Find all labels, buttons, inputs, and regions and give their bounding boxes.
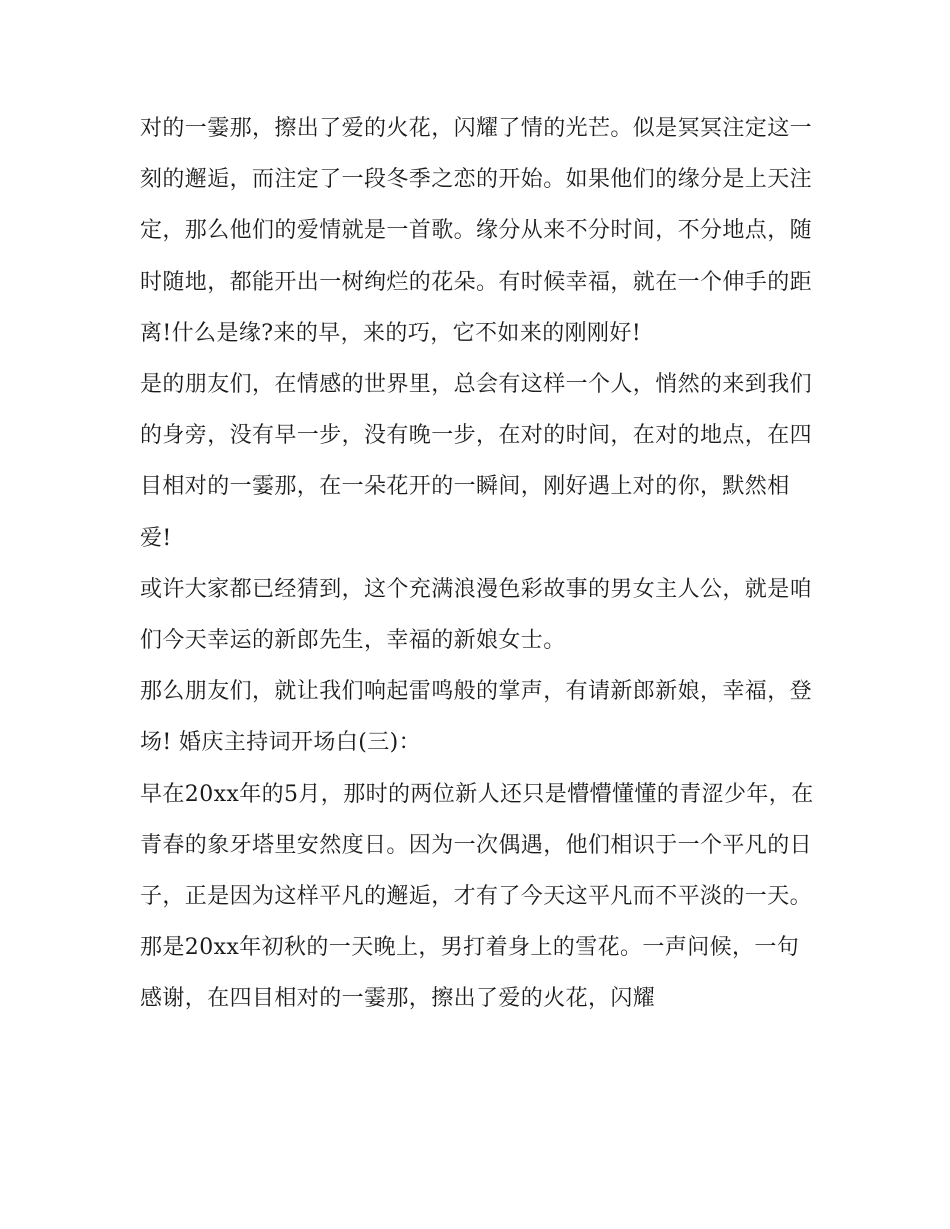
paragraph-6: 那是20xx年初秋的一天晚上，男打着身上的雪花。一声问候，一句感谢，在四目相对的一霎那，擦出了爱的火花，闪耀	[140, 935, 800, 1012]
paragraph-2: 是的朋友们，在情感的世界里，总会有这样一个人，悄然的来到我们的身旁，没有早一步，没有晚一步，在对的时间，在对的地点，在四目相对的一霎那，在一朵花开的一瞬间，刚好遇上对的你，默然相爱!	[140, 372, 813, 551]
paragraph-3: 或许大家都已经猜到，这个充满浪漫色彩故事的男女主人公，就是咱们今天幸运的新郎先生，幸福的新娘女士。	[140, 576, 813, 654]
paragraph-4: 那么朋友们，就让我们响起雷鸣般的掌声，有请新郎新娘，幸福，登场! 婚庆主持词开场白(三)：	[140, 679, 813, 756]
paragraph-1: 对的一霎那，擦出了爱的火花，闪耀了情的光芒。似是冥冥注定这一刻的邂逅，而注定了一段冬季之恋的开始。如果他们的缘分是上天注定，那么他们的爱情就是一首歌。缘分从来不分时间，不分地点，随时随地，都能开出一树绚烂的花朵。有时候幸福，就在一个伸手的距离!什么是缘?来的早，来的巧，它不如来的刚刚好!	[140, 116, 813, 346]
document-page	[140, 103, 815, 1025]
paragraph-5: 早在20xx年的5月，那时的两位新人还只是懵懵懂懂的青涩少年，在青春的象牙塔里安然度日。因为一次偶遇，他们相识于一个平凡的日子，正是因为这样平凡的邂逅，才有了今天这平凡而不平淡的一天。	[140, 781, 814, 910]
